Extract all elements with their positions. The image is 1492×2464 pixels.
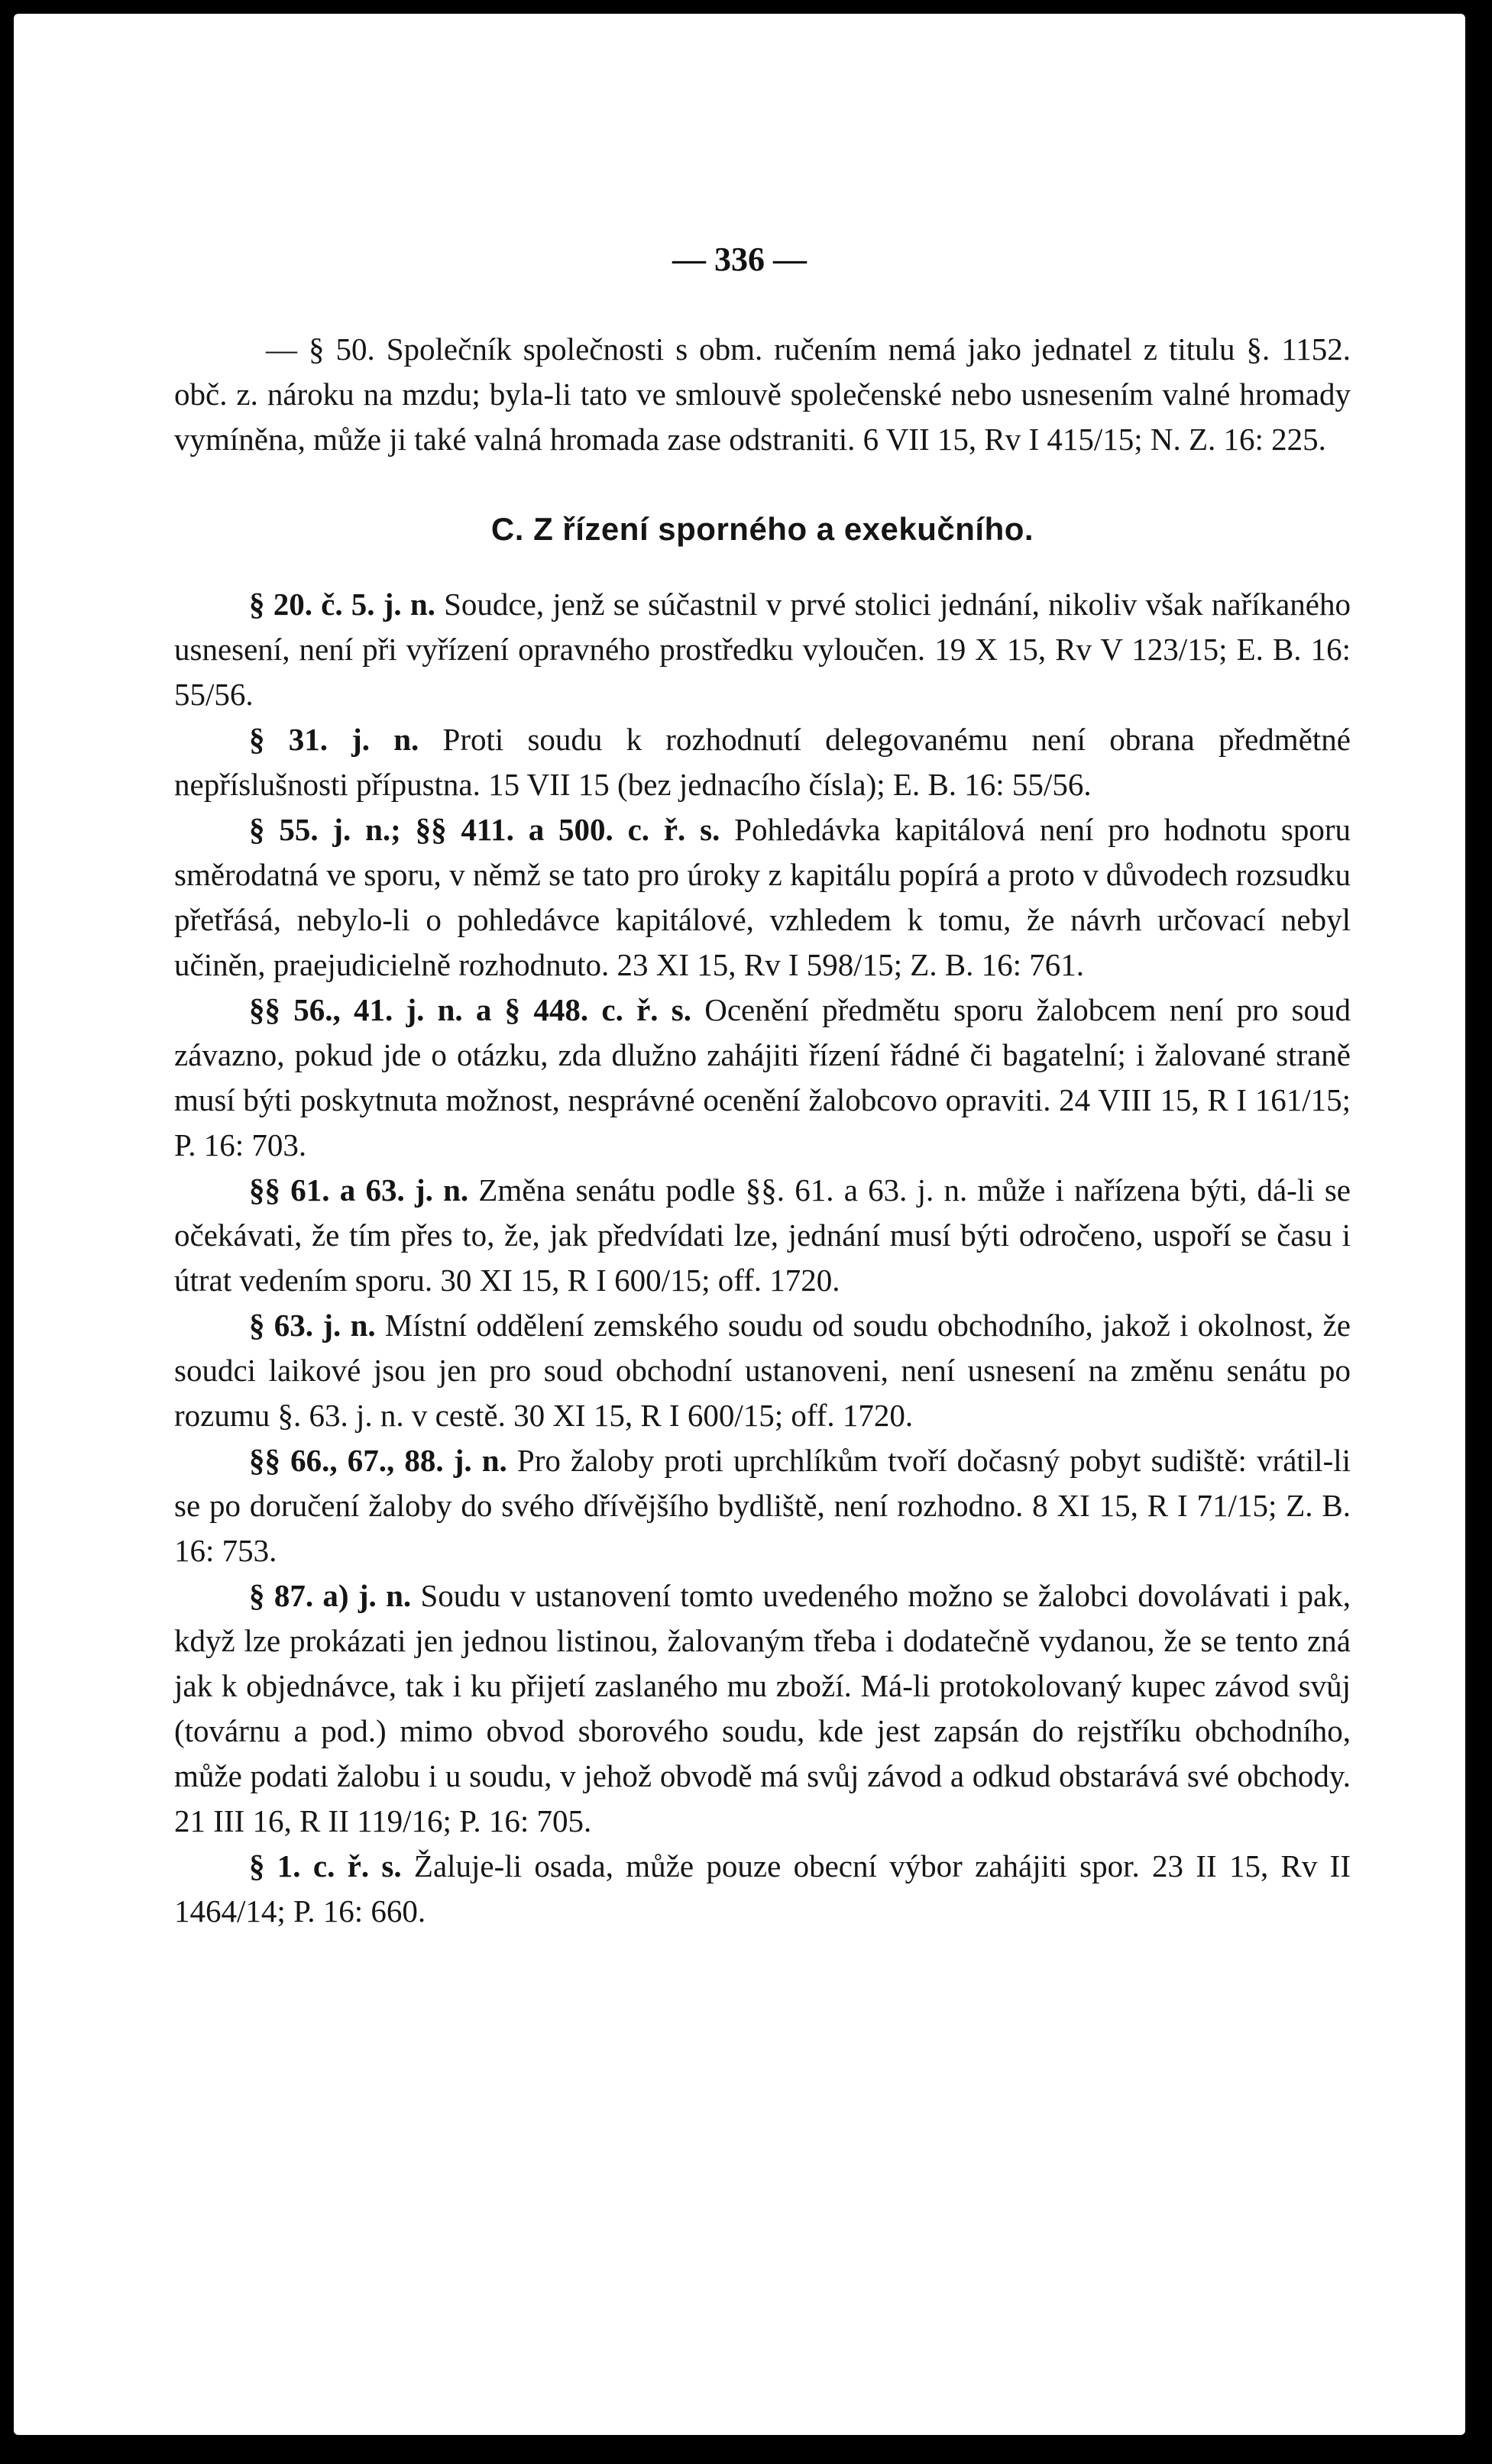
entry-paragraph [174, 807, 1351, 988]
entry-text: Soudu v ustanovení tomto uvedeného možno se žalobci dovolávati i pak, když lze prokázati jen jednou listinou, žalovaným třeba i dodatečně vydanou, že se tento zná jak k objednávce, tak i ku přijetí zaslaného mu zboží. Má-li protokolovaný kupec závod svůj (továrnu a pod.) mimo obvod sborového soudu, kde jest zapsán do rejstříku obchodního, může podati žalobu i u soudu, v jehož obvodě má svůj závod a odkud obstarává své obchody. 21 III 16, R II 119/16; P. 16: 705. [174, 1578, 1351, 1838]
entry-text: Soudce, jenž se súčastnil v prvé stolici jednání, nikoliv však naříkaného usnesení, není při vyřízení opravného prostředku vyloučen. 19 X 15, Rv V 123/15; E. B. 16: 55/56. [174, 587, 1351, 712]
entry-reference: § 20. č. 5. j. n. [249, 587, 435, 622]
entry-text: Změna senátu podle §§. 61. a 63. j. n. může i nařízena býti, dá-li se očekávati, že tím přes to, že, jak předvídati lze, jednání musí býti odročeno, uspoří se času i útrat vedením sporu. 30 XI 15, R I 600/15; off. 1720. [174, 1172, 1351, 1298]
entry-text: Místní oddělení zemského soudu od soudu obchodního, jakož i okolnost, že soudci laikové jsou jen pro soud obchodní ustanoveni, není usnesení na změnu senátu po rozumu §. 63. j. n. v cestě. 30 XI 15, R I 600/15; off. 1720. [174, 1308, 1351, 1433]
main-text [174, 327, 1351, 1934]
entry-paragraph [174, 1168, 1351, 1303]
entry-paragraph [174, 1303, 1351, 1438]
entry-reference: § 55. j. n.; §§ 411. a 500. c. ř. s. [249, 812, 720, 847]
entry-text: Proti soudu k rozhodnutí delegovanému není obrana předmětné nepříslušnosti přípustna. 15 VII 15 (bez jednacího čísla); E. B. 16: 55/56. [174, 722, 1351, 802]
entry-paragraph [174, 717, 1351, 807]
entry-reference: § 87. a) j. n. [249, 1578, 412, 1613]
entry-reference: §§ 66., 67., 88. j. n. [249, 1443, 507, 1478]
entry-reference: § 63. j. n. [249, 1308, 376, 1343]
entry-paragraph [174, 582, 1351, 717]
section-heading: C. Z řízení sporného a exekučního. [490, 511, 1034, 547]
entry-paragraph [174, 1573, 1351, 1844]
entry-reference: §§ 61. a 63. j. n. [249, 1172, 469, 1208]
entry-text: Žaluje-li osada, může pouze obecní výbor zahájiti spor. 23 II 15, Rv II 1464/14; P. 16: 660. [174, 1848, 1351, 1929]
intro-paragraph: — § 50. Společník společnosti s obm. ručením nemá jako jednatel z titulu §. 1152. obč. z. nároku na mzdu; byla-li tato ve smlouvě společenské nebo usnesením valné hromady vymíněna, může ji také valná hromada zase odstraniti. 6 VII 15, Rv I 415/15; N. Z. 16: 225. [174, 331, 1351, 457]
entry-text: Pro žaloby proti uprchlíkům tvoří dočasný pobyt sudiště: vrátil-li se po doručení žaloby do svého dřívějšího bydliště, není rozhodno. 8 XI 15, R I 71/15; Z. B. 16: 753. [174, 1443, 1351, 1568]
entry-paragraph [174, 1438, 1351, 1573]
document-page [14, 14, 1465, 2435]
entry-reference: § 31. j. n. [249, 722, 419, 757]
page-number: — 336 — [672, 241, 807, 278]
entry-reference: § 1. c. ř. s. [249, 1848, 402, 1884]
entry-text: Ocenění předmětu sporu žalobcem není pro soud závazno, pokud jde o otázku, zda dlužno zahájiti řízení řádné či bagatelní; i žalované straně musí býti poskytnuta možnost, nesprávné ocenění žalobcovo opraviti. 24 VIII 15, R I 161/15; P. 16: 703. [174, 992, 1351, 1162]
entry-paragraph [174, 1844, 1351, 1934]
entry-text: Pohledávka kapitálová není pro hodnotu sporu směrodatná ve sporu, v němž se tato pro úroky z kapitálu popírá a proto v důvodech rozsudku přetřásá, nebylo-li o pohledávce kapitálové, vzhledem k tomu, že návrh určovací nebyl učiněn, praejudicielně rozhodnuto. 23 XI 15, Rv I 598/15; Z. B. 16: 761. [174, 812, 1351, 982]
entry-paragraph [174, 988, 1351, 1168]
entry-reference: §§ 56., 41. j. n. a § 448. c. ř. s. [249, 992, 691, 1027]
